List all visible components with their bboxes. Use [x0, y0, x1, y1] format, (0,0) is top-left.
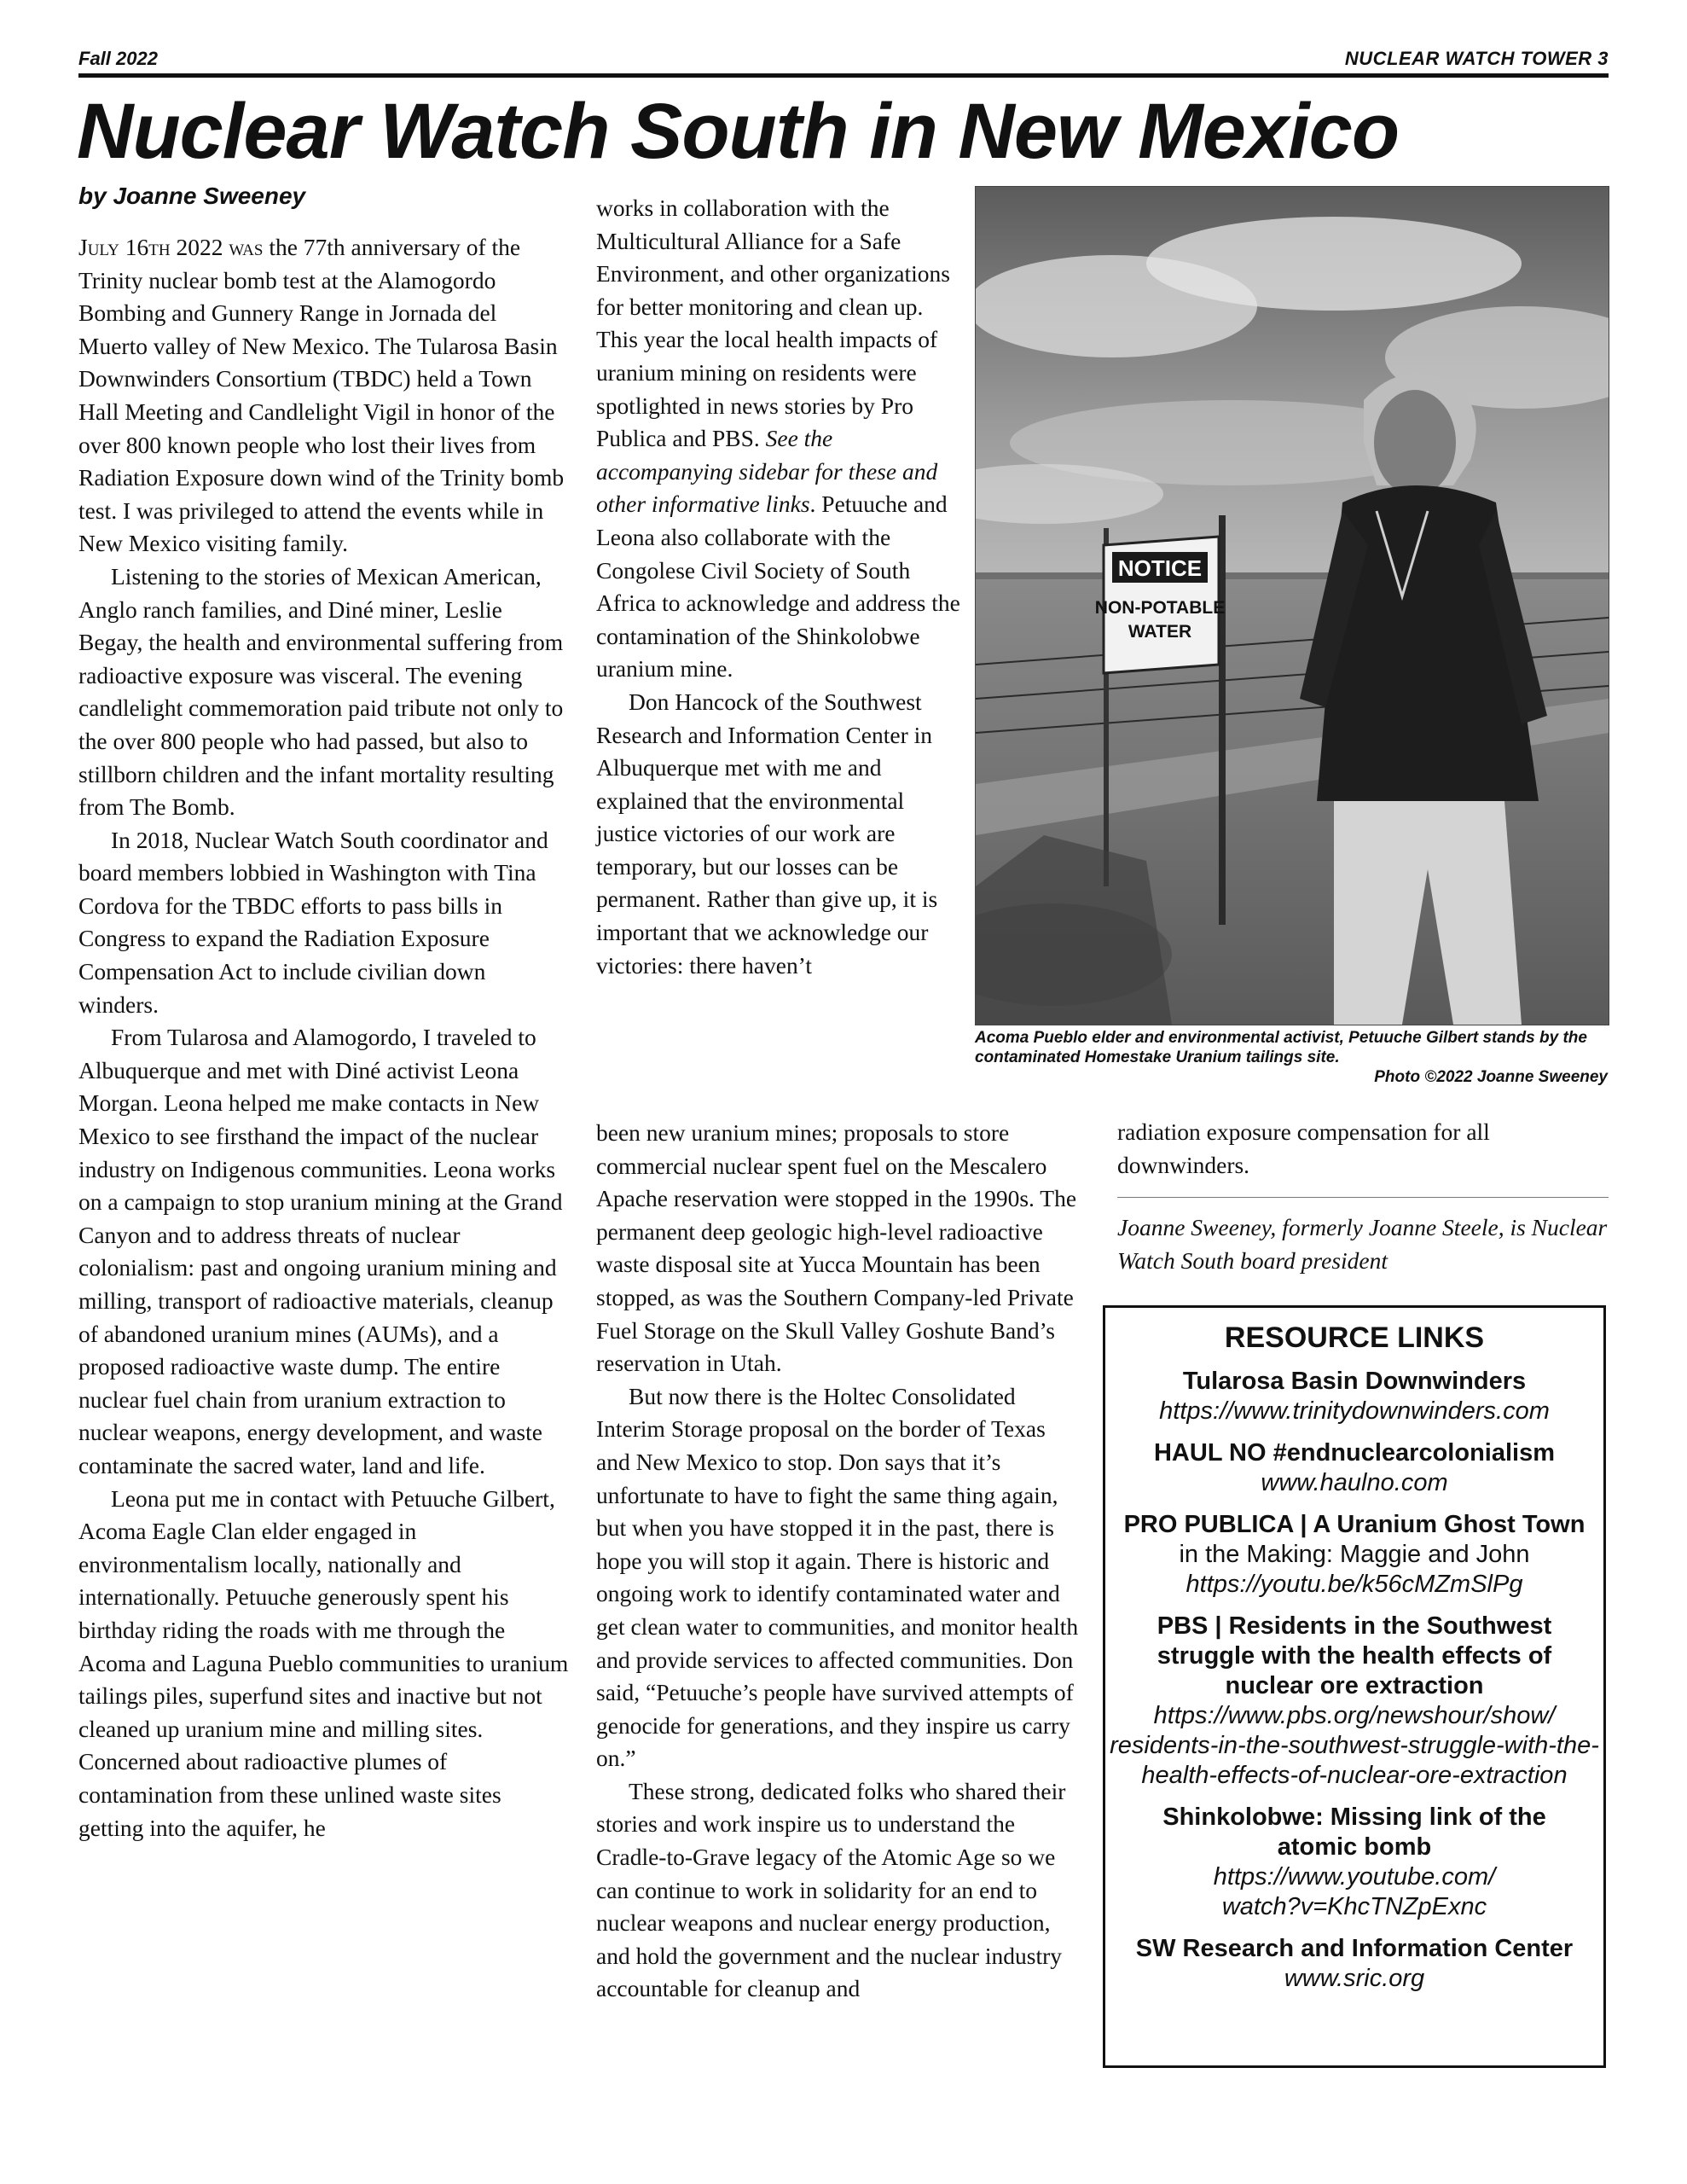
paragraph: These strong, dedicated folks who shared their stories and work inspire us to understand the Cradle-to-Grave legacy of the Atomic Age so we can continue to work in solidarity for an end to nuclear weapons and nuclear energy production, and hold the government and the nuclear industry accountable for cleanup and: [596, 1777, 1066, 2002]
resource-url[interactable]: https://youtu.be/k56cMZmSlPg: [1186, 1571, 1523, 1598]
paragraph: Listening to the stories of Mexican American, Anglo ranch families, and Diné miner, Leslie Begay, the health and environmental suffering from radioactive exposure was visceral. The evening candlelight commemoration paid tribute not only to the over 800 people who had passed, but also to stillborn children and the infant mortality resulting from The Bomb.: [78, 562, 564, 821]
paragraph-text: works in collaboration with the Multicultural Alliance for a Safe Environment, and other organizations for better monitoring and clean up. This year the local health impacts of uranium mining on residents were spotlighted in news stories by Pro Publica and PBS.: [596, 195, 950, 452]
paragraph: been new uranium mines; proposals to store commercial nuclear spent fuel on the Mescalero Apache reservation were stopped in the 1990s. The permanent deep geologic high-level radioactive waste disposal site at Yucca Mountain has been stopped, as was the Southern Company-led Private Fuel Storage on the Skull Valley Goshute Band’s reservation in Utah.: [596, 1119, 1077, 1377]
article-column-1: [78, 231, 571, 1844]
issue-season: Fall 2022: [78, 48, 158, 69]
resource-item: [1105, 1803, 1603, 1922]
resource-item: [1105, 1934, 1603, 1994]
resource-name: Tularosa Basin Downwinders: [1182, 1368, 1527, 1395]
resource-name: Shinkolobwe: Missing link of the atomic bomb: [1162, 1804, 1546, 1861]
bio-separator: [1117, 1197, 1609, 1198]
photo-credit: Photo ©2022 Joanne Sweeney: [1374, 1068, 1608, 1086]
resource-item: [1105, 1438, 1603, 1498]
resource-url[interactable]: https://www.pbs.org/newshour/show/ residents-in-the-southwest-struggle-with-the- health-effects-of-nuclear-ore-extraction: [1110, 1702, 1599, 1789]
paragraph: Leona put me in contact with Petuuche Gilbert, Acoma Eagle Clan elder engaged in environmentalism locally, nationally and internationally. Petuuche generously spent his birthday riding the roads with me through the Acoma and Laguna Pueblo communities to uranium tailings piles, superfund sites and inactive but not cleaned up uranium mine and milling sites. Concerned about radioactive plumes of contamination from these unlined waste sites getting into the aquifer, he: [78, 1484, 569, 1841]
resource-url[interactable]: https://www.youtube.com/ watch?v=KhcTNZpExnc: [1213, 1863, 1496, 1920]
sign-text-water: WATER: [1128, 622, 1192, 642]
paragraph: In 2018, Nuclear Watch South coordinator and board members lobbied in Washington with Tina Cordova for the TBDC efforts to pass bills in Congress to expand the Radiation Exposure Compensation Act to include civilian down winders.: [78, 826, 548, 1018]
publication-page-label: NUCLEAR WATCH TOWER 3: [1344, 48, 1609, 69]
paragraph: [78, 231, 571, 561]
resource-links-box: [1103, 1305, 1606, 2068]
article-title: Nuclear Watch South in New Mexico: [77, 88, 1400, 175]
lead-smallcaps: July 16th: [78, 234, 171, 260]
article-photo: [975, 186, 1609, 1025]
sign-text-notice: NOTICE: [1117, 555, 1203, 581]
byline: by Joanne Sweeney: [78, 183, 306, 209]
lead-text: 2022: [170, 234, 229, 260]
resource-name: PBS | Residents in the Southwest struggle with the health effects of nuclear ore extraction: [1157, 1612, 1552, 1699]
header-rule: [78, 73, 1609, 78]
resource-name: SW Research and Information Center: [1135, 1935, 1574, 1962]
resource-url[interactable]: https://www.trinitydownwinders.com: [1159, 1397, 1550, 1425]
paragraph: radiation exposure compensation for all downwinders.: [1117, 1118, 1490, 1178]
article-column-3: [1117, 1116, 1609, 1182]
paragraph: From Tularosa and Alamogordo, I traveled to Albuquerque and met with Diné activist Leona Morgan. Leona helped me make contacts in New Mexico to see firsthand the impact of the nuclear industry on Indigenous communities. Leona works on a campaign to stop uranium mining at the Grand Canyon and to address threats of nuclear colonialism: past and ongoing uranium mining and milling, transport of radioactive materials, cleanup of abandoned uranium mines (AUMs), and a proposed radioactive waste dump. The entire nuclear fuel chain from uranium extraction to nuclear weapons, energy development, and waste contaminate the sacred water, land and life.: [78, 1024, 563, 1478]
notice-sign: [1095, 537, 1225, 673]
paragraph-text: . Petuuche and Leona also collaborate with the Congolese Civil Society of South Africa to acknowledge and address the contamination of the Shinkolobwe uranium mine.: [596, 491, 960, 682]
photo-illustration: [976, 187, 1609, 1025]
resource-name: HAUL NO #endnuclearcolonialism: [1153, 1439, 1556, 1467]
sign-text-non-potable: NON-POTABLE: [1094, 598, 1226, 618]
resource-item: [1105, 1510, 1603, 1600]
paragraph-text: the 77th anniversary of the Trinity nuclear bomb test at the Alamogordo Bombing and Gunnery Range in Jornada del Muerto valley of New Mexico. The Tularosa Basin Downwinders Consortium (TBDC) held a Town Hall Meeting and Candlelight Vigil in honor of the over 800 known people who lost their lives from Radiation Exposure down wind of the Trinity bomb test. I was privileged to attend the events while in New Mexico visiting family.: [78, 234, 565, 557]
resource-links-title: RESOURCE LINKS: [1224, 1321, 1485, 1354]
resource-subtitle: in the Making: Maggie and John: [1179, 1541, 1530, 1568]
resource-name: PRO PUBLICA | A Uranium Ghost Town: [1123, 1511, 1586, 1538]
resource-item: [1105, 1367, 1603, 1426]
paragraph: [596, 192, 963, 686]
resource-list: [1105, 1367, 1603, 1994]
resource-url[interactable]: www.sric.org: [1284, 1965, 1425, 1992]
lead-smallcaps: was: [229, 234, 264, 260]
author-bio: Joanne Sweeney, formerly Joanne Steele, is Nuclear Watch South board president: [1117, 1214, 1608, 1274]
paragraph: But now there is the Holtec Consolidated Interim Storage proposal on the border of Texas and New Mexico to stop. Don says that it’s unfortunate to have to fight the same thing again, but when you have stopped it in the past, there is hope you will stop it again. There is historic and ongoing work to identify contaminated water and get clean water to communities, and monitor health and provide services to affected communities. Don said, “Petuuche’s people have survived attempts of genocide for generations, and they inspire us carry on.”: [596, 1382, 1079, 1772]
article-column-2-continued: [596, 1117, 1084, 2006]
resource-url[interactable]: www.haulno.com: [1261, 1469, 1448, 1496]
resource-item: [1105, 1612, 1603, 1791]
article-column-2: [596, 192, 963, 982]
paragraph: Don Hancock of the Southwest Research and Information Center in Albuquerque met with me and explained that the environmental justice victories of our work are temporary, but our losses can be permanent. Rather than give up, it is important that we acknowledge our victories: there haven’t: [596, 688, 938, 979]
photo-caption: [975, 1028, 1608, 1087]
sidebar-reference: See the accompanying sidebar for these and other informative links: [596, 425, 938, 518]
caption-text: Acoma Pueblo elder and environmental activist, Petuuche Gilbert stands by the contaminated Homestake Uranium tailings site.: [975, 1029, 1587, 1066]
